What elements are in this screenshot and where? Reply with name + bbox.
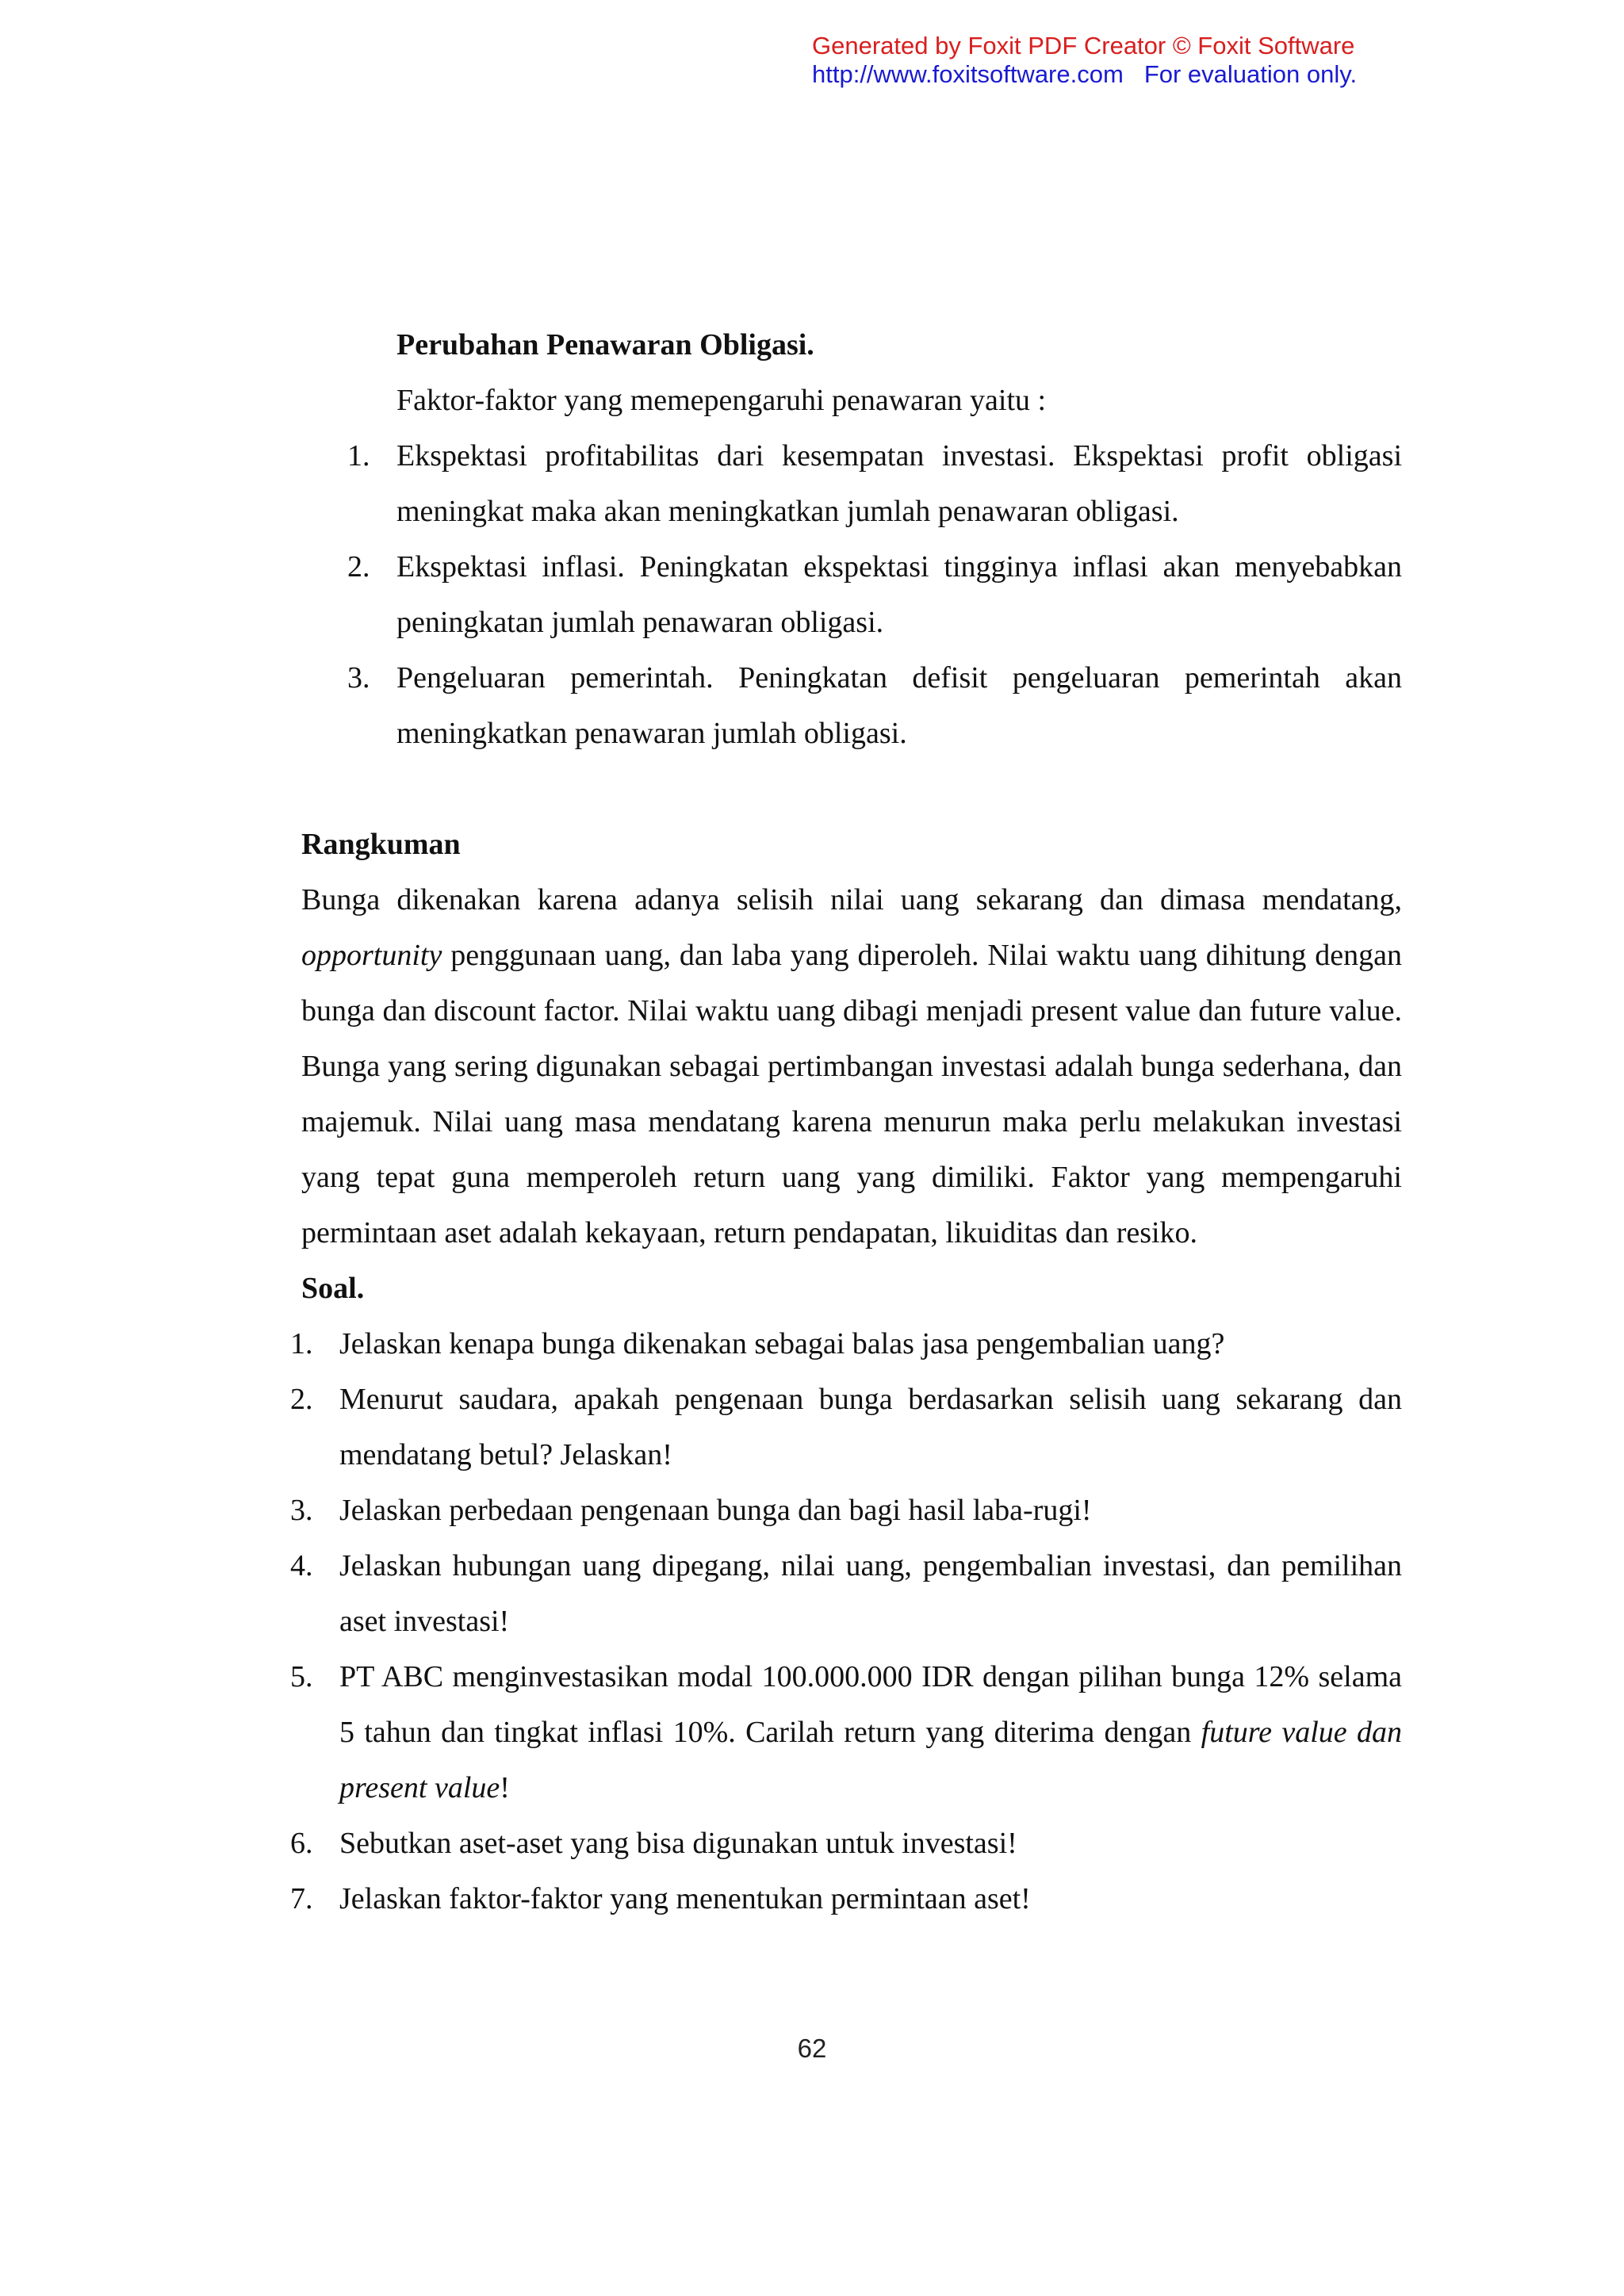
question-text: Sebutkan aset-aset yang bisa digunakan untuk investasi! (339, 1827, 1017, 1860)
question-text: Jelaskan hubungan uang dipegang, nilai uang, pengembalian investasi, dan pemilihan aset investasi! (339, 1549, 1402, 1638)
list-item (347, 650, 1402, 761)
question-item (290, 1871, 1402, 1927)
question-number: 4. (290, 1549, 313, 1582)
questions-list (290, 1316, 1402, 1927)
list-item (347, 428, 1402, 539)
watermark-line2 (812, 60, 1462, 89)
page-number: 62 (797, 2034, 827, 2063)
section-bond-supply (301, 317, 1402, 428)
watermark-note: For evaluation only. (1143, 60, 1358, 88)
list-item-text: Ekspektasi profitabilitas dari kesempatan investasi. Ekspektasi profit obligasi meningkat maka akan meningkatkan jumlah penawaran obligasi. (396, 439, 1402, 528)
question-item (290, 1372, 1402, 1483)
summary-text-end: penggunaan uang, dan laba yang diperoleh. Nilai waktu uang dihitung dengan bunga dan discount factor. Nilai waktu uang dibagi menjadi present value dan future value. Bunga yang sering digunakan sebagai pertimbangan investasi adalah bunga sederhana, dan majemuk. Nilai uang masa mendatang karena menurun maka perlu melakukan investasi yang tepat guna memperoleh return uang yang dimiliki. Faktor yang mempengaruhi permintaan aset adalah kekayaan, return pendapatan, likuiditas dan resiko. (301, 939, 1402, 1249)
question-text: Jelaskan faktor-faktor yang menentukan permintaan aset! (339, 1882, 1031, 1915)
question-item (290, 1649, 1402, 1816)
watermark-line1: Generated by Foxit PDF Creator © Foxit Software (812, 32, 1355, 59)
list-item-number: 1. (347, 439, 370, 473)
list-item (347, 539, 1402, 650)
question-item (290, 1538, 1402, 1649)
summary-heading: Rangkuman (301, 828, 461, 861)
question-text: Menurut saudara, apakah pengenaan bunga berdasarkan selisih uang sekarang dan mendatang betul? Jelaskan! (339, 1383, 1402, 1471)
question-item (290, 1483, 1402, 1538)
summary-italic-term: opportunity (301, 939, 442, 972)
list-item-number: 2. (347, 550, 370, 584)
question-item (290, 1816, 1402, 1871)
section-intro: Faktor-faktor yang memepengaruhi penawaran yaitu : (396, 384, 1047, 417)
question-text: Jelaskan perbedaan pengenaan bunga dan bagi hasil laba-rugi! (339, 1494, 1092, 1527)
summary-paragraph (301, 872, 1402, 1261)
question-item (290, 1316, 1402, 1372)
question-number: 1. (290, 1327, 313, 1360)
question-number: 6. (290, 1827, 313, 1860)
question-number: 3. (290, 1494, 313, 1527)
bond-supply-factor-list (301, 428, 1402, 761)
question-number: 5. (290, 1660, 313, 1693)
section-spacer (301, 761, 1402, 817)
questions-heading: Soal. (301, 1272, 365, 1305)
question-text-tail: ! (500, 1771, 510, 1804)
summary-text-start: Bunga dikenakan karena adanya selisih nilai uang sekarang dan dimasa mendatang, (301, 883, 1402, 916)
question-text: Jelaskan kenapa bunga dikenakan sebagai balas jasa pengembalian uang? (339, 1327, 1225, 1360)
list-item-number: 3. (347, 661, 370, 695)
question-number: 2. (290, 1383, 313, 1416)
question-number: 7. (290, 1882, 313, 1915)
question-italic-term: future value dan present value (339, 1716, 1402, 1804)
evaluation-watermark (812, 32, 1462, 89)
watermark-url[interactable]: http://www.foxitsoftware.com (812, 60, 1124, 88)
section-heading-bond-supply: Perubahan Penawaran Obligasi. (396, 328, 814, 362)
page-content (290, 317, 1402, 1927)
question-text: PT ABC menginvestasikan modal 100.000.000 IDR dengan pilihan bunga 12% selama 5 tahun dan tingkat inflasi 10%. Carilah return yang diterima dengan (339, 1660, 1402, 1749)
list-item-text: Pengeluaran pemerintah. Peningkatan defisit pengeluaran pemerintah akan meningkatkan penawaran jumlah obligasi. (396, 661, 1402, 750)
list-item-text: Ekspektasi inflasi. Peningkatan ekspektasi tingginya inflasi akan menyebabkan peningkatan jumlah penawaran obligasi. (396, 550, 1402, 639)
